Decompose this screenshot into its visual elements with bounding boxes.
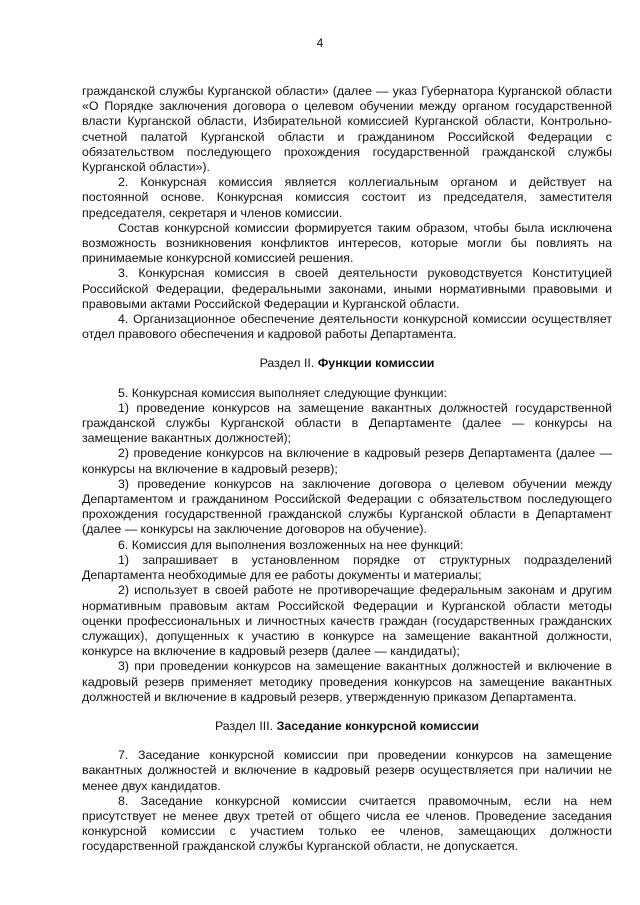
paragraph: 8. Заседание конкурсной комиссии считается правомочным, если на нем присутствует не менее двух третей от общего числа ее членов. Проведение заседания конкурсной комиссии с участием только ее членов, замещающих должности государственной гражданской службы Курганской области, не допускается. [82,793,612,854]
paragraph: 2) проведение конкурсов на включение в кадровый резерв Департамента (далее — конкурсы на включение в кадровый резерв); [82,446,612,476]
section-prefix: Раздел II. [259,356,318,371]
section-title: Заседание конкурсной комиссии [276,718,480,733]
page-number: 4 [316,36,324,50]
paragraph: 3. Конкурсная комиссия в своей деятельности руководствуется Конституцией Российской Федерации, федеральными законами, иными нормативными правовыми и правовыми актами Российской Федерации и Курганской области. [82,266,612,311]
paragraph: 3) при проведении конкурсов на замещение вакантных должностей и включение в кадровый резерв применяет методику проведения конкурсов на замещение вакантных должностей и включение в кадровый резерв, утвержденную приказом Департамента. [82,659,612,704]
paragraph: 2) использует в своей работе не противоречащие федеральным законам и другим нормативным правовым актам Российской Федерации и Курганской области методы оценки профессиональных и личностных качеств граждан (государственных гражданских служащих), допущенных к участию в конкурсе на замещение вакантной должности, конкурсе на включение в кадровый резерв (далее — кандидаты); [82,583,612,659]
paragraph: 4. Организационное обеспечение деятельности конкурсной комиссии осуществляет отдел правового обеспечения и кадровой работы Департамента. [82,312,612,342]
paragraph: Состав конкурсной комиссии формируется таким образом, чтобы была исключена возможность возникновения конфликтов интересов, которые могли бы повлиять на принимаемые конкурсной комиссией решения. [82,220,612,266]
section-heading-2 [82,356,612,371]
paragraph: 6. Комиссия для выполнения возложенных на нее функций: [118,537,464,552]
section-heading-3 [82,719,612,734]
paragraph: 1) проведение конкурсов на замещение вакантных должностей государственной гражданской службы Курганской области в Департаменте (далее — конкурсы на замещение вакантных должностей); [82,400,612,446]
paragraph: 3) проведение конкурсов на заключение договора о целевом обучении между Департаментом и гражданином Российской Федерации с обязательством последующего прохождения государственной гражданской службы Курганской области в Департамент (далее — конкурсы на заключение договоров на обучение). [82,476,612,537]
document-body [82,84,612,855]
paragraph: 7. Заседание конкурсной комиссии при проведении конкурсов на замещение вакантных должностей и включение в кадровый резерв осуществляется при наличии не менее двух кандидатов. [82,748,612,793]
section-prefix: Раздел III. [214,718,277,733]
section-title: Функции комиссии [317,356,435,371]
paragraph: 1) запрашивает в установленном порядке от структурных подразделений Департамента необходимые для ее работы документы и материалы; [82,552,612,583]
paragraph: 5. Конкурсная комиссия выполняет следующие функции: [118,385,447,400]
paragraph: гражданской службы Курганской области» (далее — указ Губернатора Курганской области «О Порядке заключения договора о целевом обучении между органом государственной власти Курганской области, Избирательной комиссией Курганской области, Контрольно-счетной палатой Курганской области и гражданином Российской Федерации с обязательством последующего прохождения государственной гражданской службы Курганской области»). [82,84,612,175]
paragraph: 2. Конкурсная комиссия является коллегиальным органом и действует на постоянной основе. Конкурсная комиссия состоит из председателя, заместителя председателя, секретаря и членов комиссии. [82,175,612,220]
